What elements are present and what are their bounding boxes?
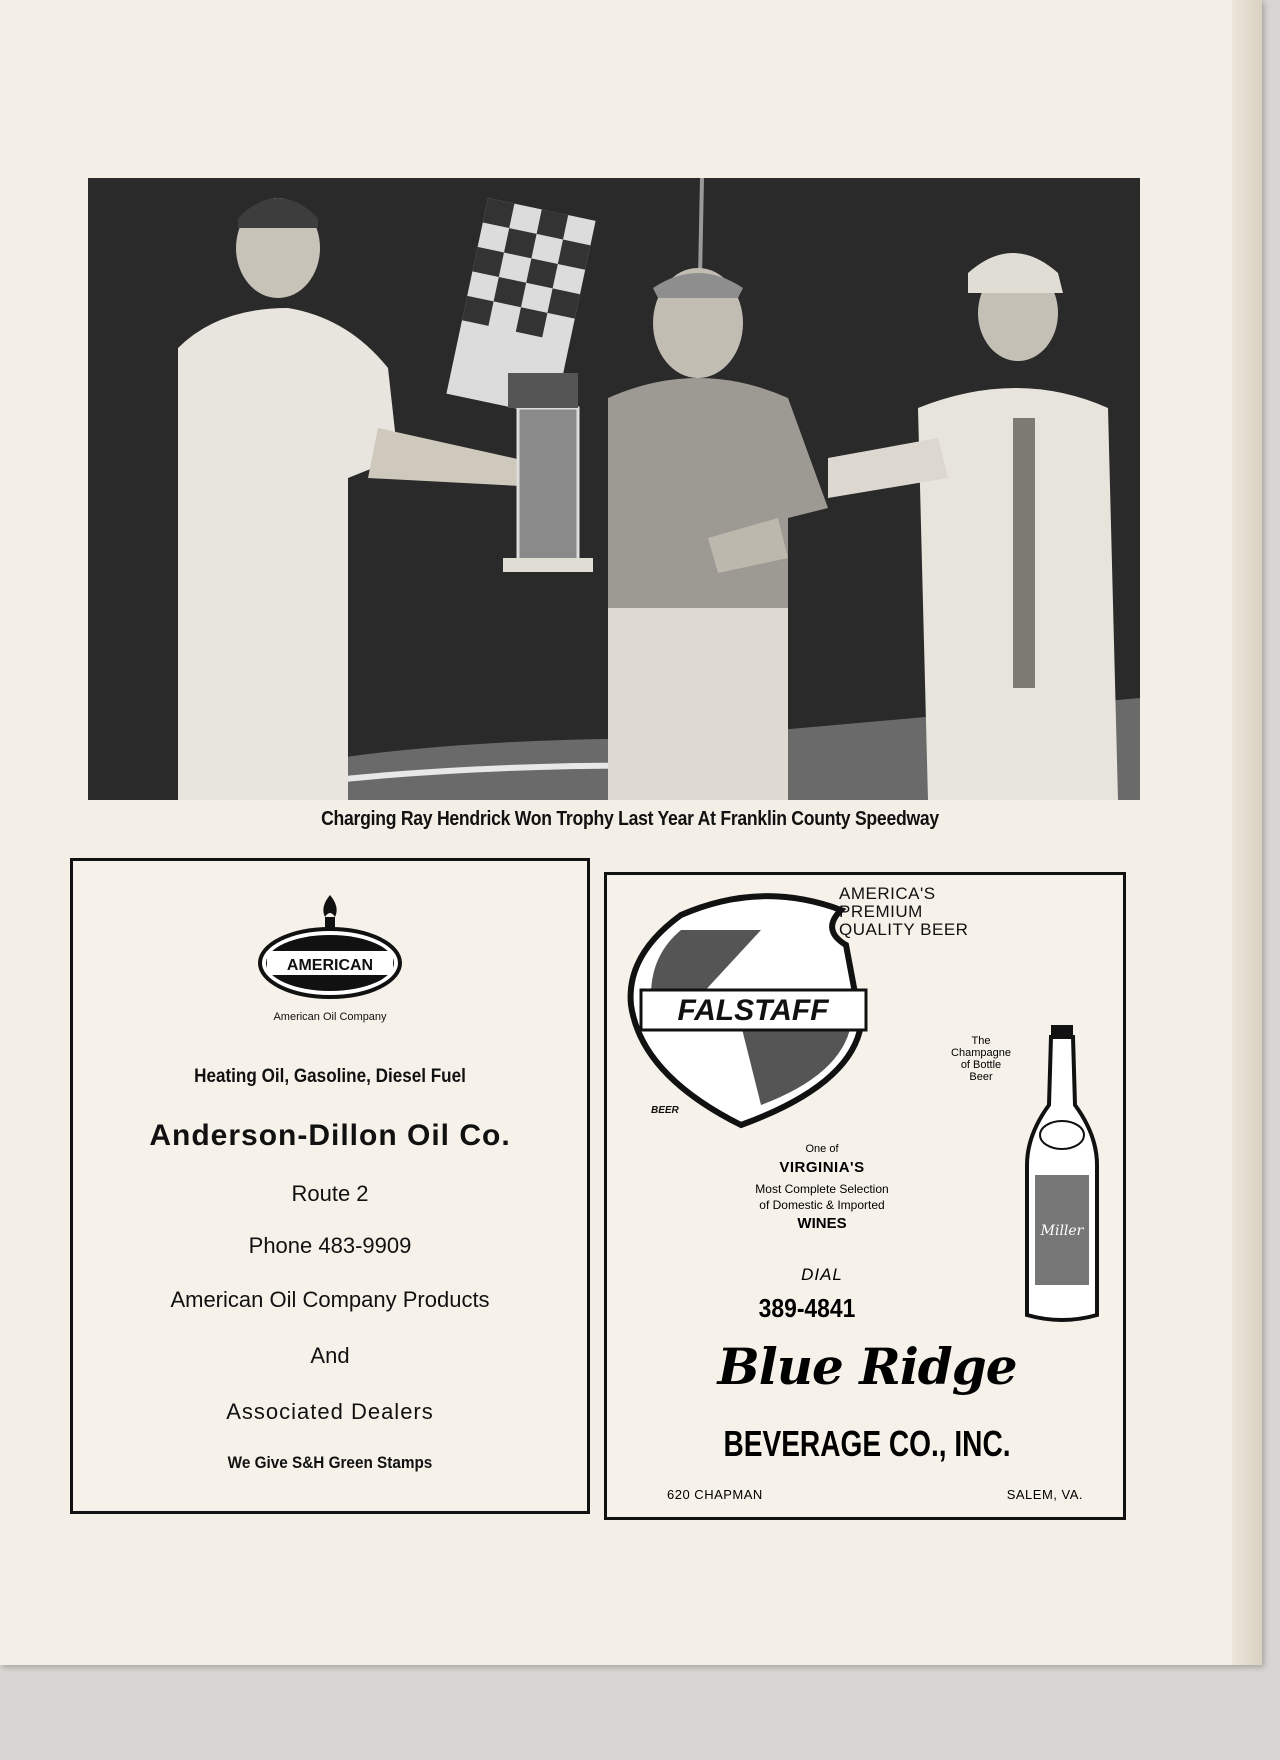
anderson-dillon-ad [70,858,590,1514]
champ-line-4: Beer [969,1071,993,1083]
bottle-label-text: Miller [1040,1223,1084,1239]
bottle-icon [1017,1025,1107,1325]
products-line-1: American Oil Company Products [170,1287,490,1312]
logo-text: AMERICAN [286,957,374,974]
selection-text [707,1181,937,1213]
champ-line-1: The [971,1035,991,1047]
trophy-photo [88,178,1140,800]
american-oil-logo [73,891,587,1006]
beverage-company-name: BEVERAGE CO., INC. [723,1423,1011,1464]
phone-number: 389-4841 [758,1293,856,1323]
slogan-line-2: PREMIUM [839,902,923,921]
slogan-line-3: QUALITY BEER [839,920,969,939]
photo-caption: Charging Ray Hendrick Won Trophy Last Year At Franklin County Speedway [321,808,939,830]
selection-line-1: Most Complete Selection [755,1182,889,1196]
phone-line: Phone 483-9909 [248,1233,412,1258]
page-edge [1232,0,1262,1665]
stamps-line: We Give S&H Green Stamps [227,1453,433,1472]
products-line: Heating Oil, Gasoline, Diesel Fuel [194,1066,466,1087]
company-subline: American Oil Company [273,1011,387,1023]
selection-line-2: of Domestic & Imported [759,1198,885,1212]
products-line-2: And [310,1343,350,1368]
beer-slogan [839,885,968,939]
miller-bottle-image [1017,1025,1107,1330]
photo-illustration [88,178,1140,800]
city-state: SALEM, VA. [1006,1487,1083,1502]
products-line-3: Associated Dealers [226,1399,434,1424]
virginias-text: VIRGINIA'S [779,1159,865,1176]
blue-ridge-wordmark: Blue Ridge [717,1337,1017,1396]
champagne-tagline [935,1035,1027,1083]
blue-ridge-beverage-ad [604,872,1126,1520]
brand-text: FALSTAFF [677,994,829,1027]
route-line: Route 2 [291,1181,369,1206]
champ-line-3: of Bottle [960,1059,1002,1071]
brand-sub-text: BEER [651,1105,679,1116]
slogan-line-1: AMERICA'S [839,884,936,903]
one-of-text: One of [805,1143,839,1155]
street-address: 620 CHAPMAN [667,1487,763,1502]
company-name: Anderson-Dillon Oil Co. [149,1119,511,1152]
champ-line-2: Champagne [951,1047,1011,1059]
dial-text: DIAL [801,1265,843,1284]
wines-text: WINES [797,1215,847,1232]
torch-oval-icon [255,891,405,1001]
